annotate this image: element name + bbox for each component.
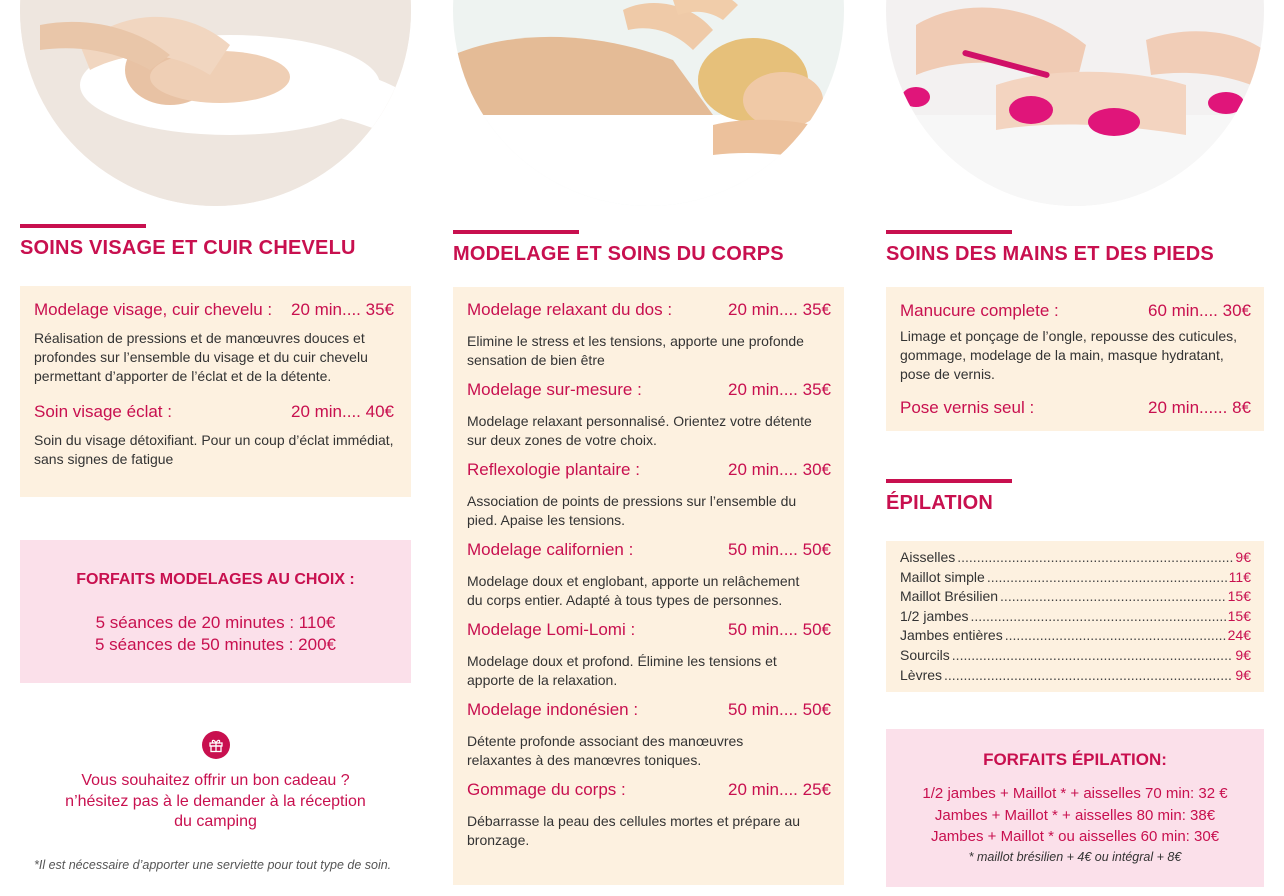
epilation-name: Lèvres <box>900 666 943 683</box>
facial-massage-photo <box>20 0 411 206</box>
service-price: 20 min.... 35€ <box>727 300 831 319</box>
service-name: Modelage californien : <box>467 540 634 559</box>
service-item <box>467 779 831 850</box>
section-title-corps: MODELAGE ET SOINS DU CORPS <box>453 243 784 265</box>
corps-services-box <box>453 287 844 885</box>
forfait-line: Jambes + Maillot * + aisselles 80 min: 38€ <box>934 806 1216 824</box>
service-item <box>467 539 831 610</box>
service-price: 20 min.... 25€ <box>727 780 831 799</box>
service-name: Modelage indonésien : <box>467 700 639 719</box>
epilation-name: Sourcils <box>900 646 950 663</box>
epilation-price: 24€ <box>1227 627 1251 644</box>
service-price: 20 min...... 8€ <box>1148 398 1251 417</box>
epilation-name: Jambes entières <box>900 627 1003 644</box>
visage-services-box <box>20 286 411 497</box>
title-accent-bar <box>886 230 1012 234</box>
service-name: Modelage relaxant du dos : <box>467 300 673 319</box>
forfait-line: 1/2 jambes + Maillot * + aisselles 70 min: 32 € <box>922 785 1228 802</box>
epilation-name: Maillot Brésilien <box>900 588 999 605</box>
epilation-price: 9€ <box>1235 666 1251 683</box>
section-title-visage: SOINS VISAGE ET CUIR CHEVELU <box>20 237 356 259</box>
epilation-price: 9€ <box>1235 549 1251 565</box>
facial-massage-image <box>20 0 411 206</box>
manicure-photo <box>886 0 1264 206</box>
forfait-note: * maillot brésilien + 4€ ou intégral + 8€ <box>968 849 1182 864</box>
epilation-price-list <box>886 541 1264 692</box>
service-description: Modelage doux et englobant, apporte un relâchement du corps entier. Adapté à tous types de personnes. <box>467 573 800 608</box>
epilation-row <box>900 626 1251 646</box>
back-massage-photo <box>453 0 844 206</box>
towel-note: *Il est nécessaire d’apporter une serviette pour tout type de soin. <box>34 858 392 872</box>
service-price: 50 min.... 50€ <box>727 540 831 559</box>
mains-services-box <box>886 287 1264 431</box>
forfait-line: 5 séances de 50 minutes : 200€ <box>95 635 336 654</box>
service-item <box>467 299 831 370</box>
service-description: Soin du visage détoxifiant. Pour un coup d’éclat immédiat, sans signes de fatigue <box>34 432 394 467</box>
service-name: Reflexologie plantaire : <box>467 460 640 479</box>
service-description: Limage et ponçage de l’ongle, repousse des cuticules, gommage, modelage de la main, masque hydratant, pose de vernis. <box>900 328 1237 382</box>
service-name: Pose vernis seul : <box>900 398 1035 417</box>
service-item <box>467 459 831 530</box>
epilation-row <box>900 548 1251 568</box>
forfaits-epilation-box <box>886 729 1264 887</box>
service-price: 20 min.... 40€ <box>290 402 394 421</box>
service-price: 20 min.... 35€ <box>290 300 394 319</box>
service-description: Modelage relaxant personnalisé. Orientez votre détente sur deux zones de votre choix. <box>467 413 812 448</box>
epilation-row <box>900 607 1251 627</box>
back-massage-image <box>453 0 844 206</box>
service-item <box>467 619 831 690</box>
service-item <box>34 401 394 469</box>
epilation-price: 15€ <box>1227 588 1251 605</box>
epilation-price: 11€ <box>1228 568 1251 585</box>
forfait-line: 5 séances de 20 minutes : 110€ <box>95 613 336 632</box>
service-description: Débarrasse la peau des cellules mortes et prépare au bronzage. <box>467 813 801 848</box>
title-accent-bar <box>886 479 1012 483</box>
service-description: Réalisation de pressions et de manœuvres douces et profondes sur l’ensemble du visage et du cuir chevelu permettant d’apporter de l’éclat et de la détente. <box>34 330 368 384</box>
service-item <box>467 699 831 770</box>
title-accent-bar <box>20 224 146 228</box>
service-name: Soin visage éclat : <box>34 402 172 421</box>
service-name: Modelage visage, cuir chevelu : <box>34 300 273 319</box>
service-price: 20 min.... 30€ <box>727 460 831 479</box>
service-price: 50 min.... 50€ <box>727 620 831 639</box>
service-description: Modelage doux et profond. Élimine les tensions et apporte de la relaxation. <box>467 653 777 688</box>
gift-line: Vous souhaitez offrir un bon cadeau ? <box>81 772 350 789</box>
epilation-row <box>900 666 1251 686</box>
gift-icon <box>202 731 230 759</box>
service-description: Association de points de pressions sur l’ensemble du pied. Apaise les tensions. <box>467 493 797 528</box>
epilation-price: 15€ <box>1227 607 1251 624</box>
gift-voucher-text <box>20 771 411 833</box>
epilation-price: 9€ <box>1235 646 1251 663</box>
epilation-name: Maillot simple <box>900 568 985 585</box>
service-item <box>34 299 394 386</box>
epilation-row <box>900 587 1251 607</box>
manicure-image <box>886 0 1264 206</box>
gift-line: du camping <box>174 813 257 830</box>
gift-line: n’hésitez pas à le demander à la réception <box>65 792 366 810</box>
service-name: Modelage Lomi-Lomi : <box>467 620 636 639</box>
service-description: Elimine le stress et les tensions, apporte une profonde sensation de bien être <box>467 333 804 368</box>
service-description: Détente profonde associant des manœuvres relaxantes à des manœvres toniques. <box>467 733 744 768</box>
service-name: Modelage sur-mesure : <box>467 380 642 399</box>
epilation-row <box>900 568 1251 588</box>
epilation-row <box>900 646 1251 666</box>
title-accent-bar <box>453 230 579 234</box>
service-item <box>900 300 1251 384</box>
section-title-epilation: ÉPILATION <box>886 492 993 514</box>
forfaits-modelages-title: FORFAITS MODELAGES AU CHOIX : <box>76 571 355 588</box>
service-price: 50 min.... 50€ <box>727 700 831 719</box>
service-name: Gommage du corps : <box>467 780 626 799</box>
service-price: 20 min.... 35€ <box>727 380 831 399</box>
service-item <box>900 397 1251 419</box>
forfaits-modelages-box <box>20 540 411 683</box>
section-title-mains: SOINS DES MAINS ET DES PIEDS <box>886 243 1214 265</box>
service-price: 60 min.... 30€ <box>1147 301 1251 320</box>
forfait-line: Jambes + Maillot * ou aisselles 60 min: 30€ <box>930 828 1220 845</box>
epilation-name: Aisselles <box>900 549 956 565</box>
epilation-name: 1/2 jambes <box>900 607 969 624</box>
service-name: Manucure complete : <box>900 301 1059 320</box>
forfaits-epilation-title: FORFAITS ÉPILATION: <box>983 750 1167 769</box>
service-item <box>467 379 831 450</box>
